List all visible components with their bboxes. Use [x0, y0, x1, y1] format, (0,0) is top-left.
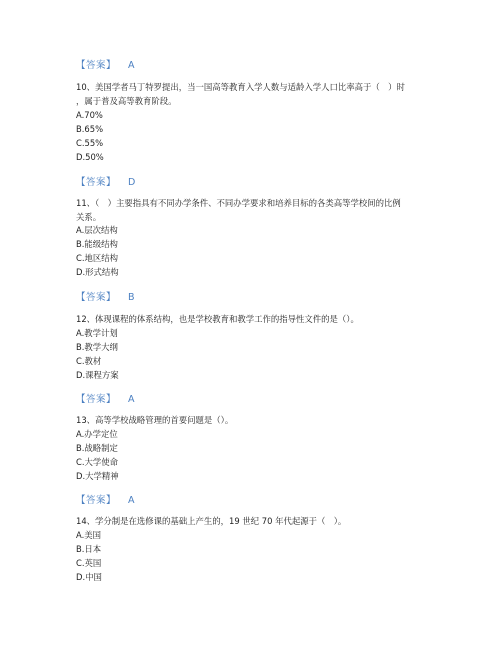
option-a: A.教学计划: [76, 328, 118, 338]
answer-value: A: [128, 495, 136, 506]
answer-label: 【答案】: [76, 394, 117, 405]
option-d: D.中国: [76, 572, 102, 582]
option-c: C.英国: [76, 558, 102, 568]
answer-line: [76, 57, 135, 71]
option-b: B.能级结构: [76, 239, 118, 249]
question-text: [76, 80, 436, 108]
option-d: D.课程方案: [76, 370, 119, 380]
answer-value: A: [128, 394, 136, 405]
question-line: 11、（ ）主要指具有不同办学条件、不同办学要求和培养目标的各类高等学校间的比例: [76, 198, 401, 208]
answer-line: [76, 289, 135, 303]
option-a: A.美国: [76, 530, 101, 540]
option-d: D.50%: [76, 152, 104, 162]
option-a: A.70%: [76, 110, 103, 120]
option-c: C.大学使命: [76, 457, 119, 467]
question-line: 13、高等学校战略管理的首要问题是（）。: [76, 415, 234, 425]
question-text: [76, 514, 436, 528]
question-line: 10、美国学者马丁特罗提出，当一国高等教育入学人数与适龄入学人口比率高于（ ）时: [76, 82, 405, 92]
question-line: ，属于普及高等教育阶段。: [76, 96, 177, 106]
option-c: C.教材: [76, 356, 102, 366]
answer-label: 【答案】: [76, 495, 117, 506]
answer-line: [76, 174, 136, 188]
option-c: C.55%: [76, 138, 104, 148]
answer-value: A: [128, 60, 136, 71]
answer-label: 【答案】: [76, 60, 117, 71]
question-text: [76, 312, 436, 326]
answer-label: 【答案】: [76, 177, 117, 188]
option-a: A.层次结构: [76, 225, 118, 235]
option-b: B.日本: [76, 544, 102, 554]
question-text: [76, 413, 436, 427]
question-text: [76, 196, 436, 224]
option-d: D.大学精神: [76, 471, 119, 481]
answer-line: [76, 391, 135, 405]
option-b: B.65%: [76, 124, 104, 134]
option-b: B.战略制定: [76, 443, 118, 453]
option-d: D.形式结构: [76, 267, 119, 277]
option-b: B.教学大纲: [76, 342, 118, 352]
option-a: A.办学定位: [76, 429, 118, 439]
answer-value: D: [128, 177, 136, 188]
question-line: 14、学分制是在选修课的基础上产生的，19 世纪 70 年代起源于（ ）。: [76, 516, 347, 526]
option-c: C.地区结构: [76, 253, 119, 263]
answer-value: B: [128, 292, 136, 303]
question-line: 12、体现课程的体系结构，也是学校教育和教学工作的指导性文件的是（）。: [76, 314, 359, 324]
question-line: 关系。: [76, 212, 102, 222]
answer-line: [76, 492, 135, 506]
answer-label: 【答案】: [76, 292, 117, 303]
